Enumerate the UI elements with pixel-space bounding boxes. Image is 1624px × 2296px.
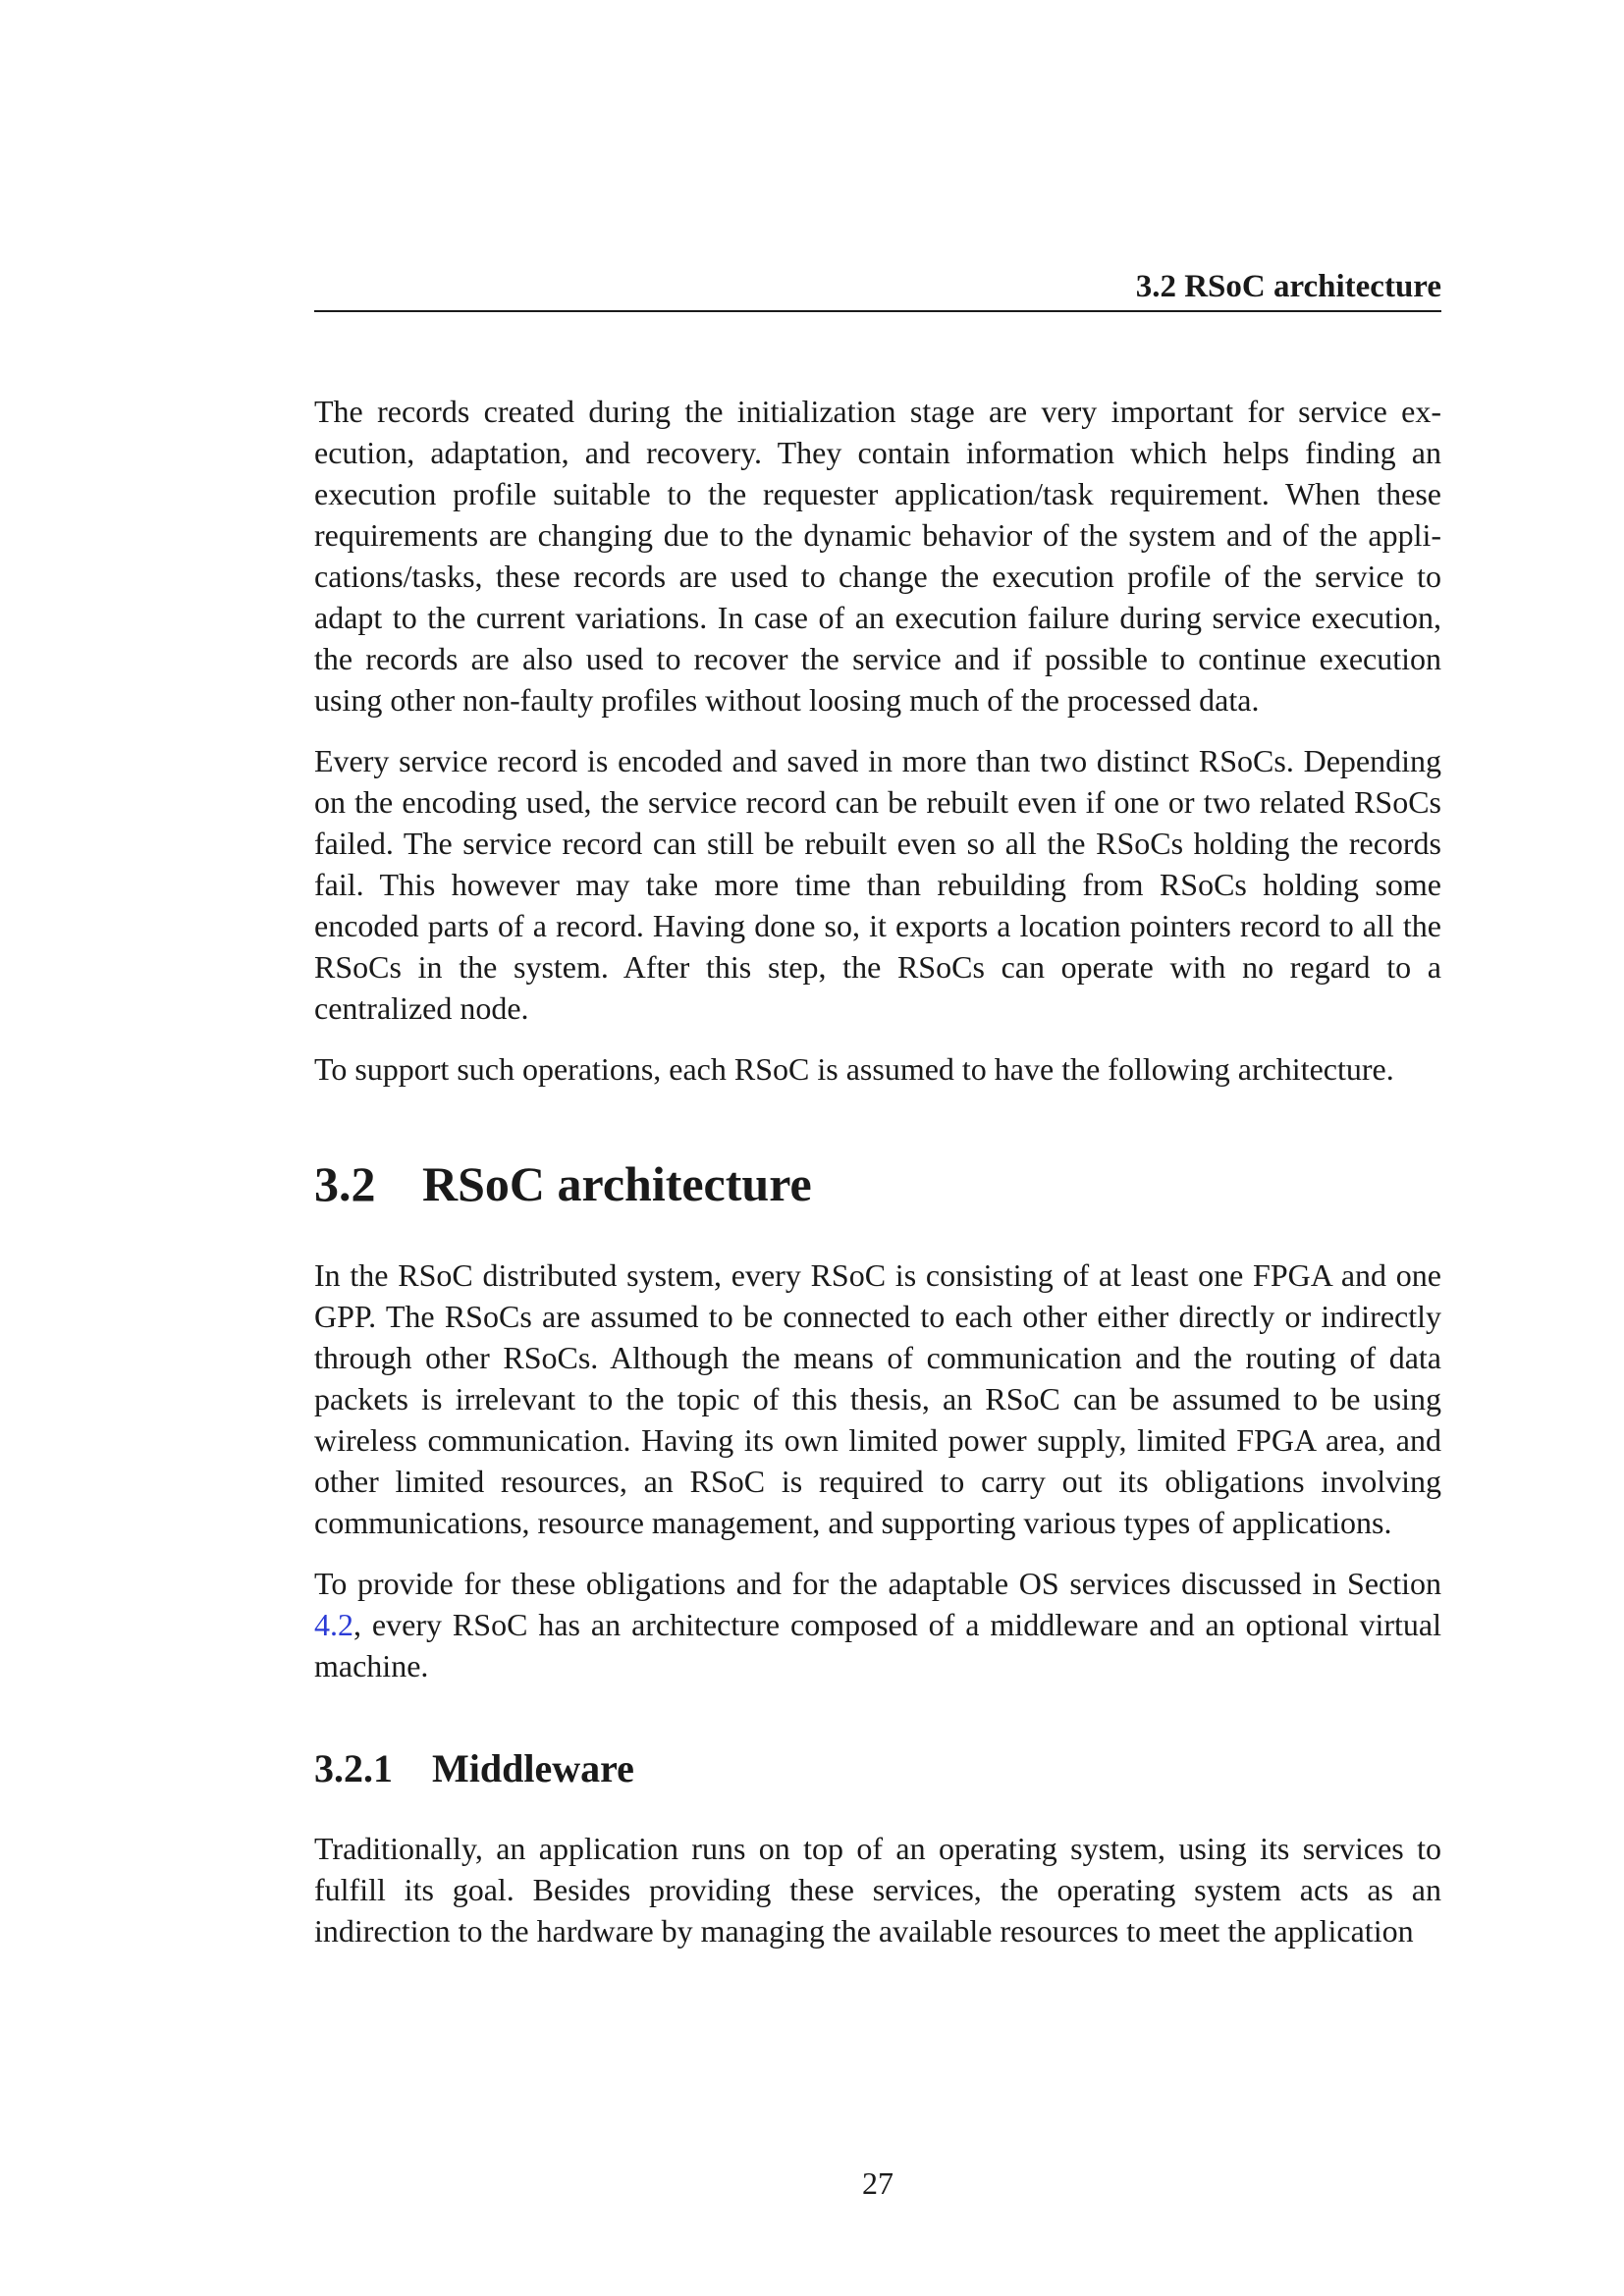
subsection-heading	[314, 1745, 1441, 1792]
document-page	[314, 0, 1441, 2296]
section-heading	[314, 1154, 1441, 1213]
paragraph-middleware-intro: Traditionally, an application runs on top of an operating system, using its services to fulfill its goal. Besides providing these services, the operating system acts as an indirection to the hardware by managing the available resources to meet the application	[314, 1831, 1441, 1949]
paragraph-text-end: , every RSoC has an architecture composed of a middleware and an optional virtual machine.	[314, 1607, 1441, 1683]
section-cross-reference-link[interactable]: 4.2	[314, 1607, 353, 1642]
running-header: 3.2 RSoC architecture	[1135, 269, 1441, 304]
paragraph-support-operations: To support such operations, each RSoC is assumed to have the following architecture.	[314, 1051, 1394, 1087]
paragraph-rsoc-obligations	[314, 1563, 1441, 1686]
section-title: RSoC architecture	[422, 1156, 812, 1211]
section-number: 3.2	[314, 1156, 376, 1211]
body-text	[314, 391, 1441, 1971]
paragraph-text-start: To provide for these obligations and for the adaptable OS services discussed in Section	[314, 1566, 1441, 1601]
paragraph-record-encoding: Every service record is encoded and saved in more than two distinct RSoCs. Depending on the encoding used, the service record can be rebuilt even if one or two related RSoCs failed. The service record can still be rebuilt even so all the RSoCs holding the records fail. This however may take more time than rebuilding from RSoCs holding some encoded parts of a record. Having done so, it exports a location pointers record to all the RSoCs in the system. After this step, the RSoCs can operate with no regard to a centralized node.	[314, 743, 1441, 1026]
subsection-number: 3.2.1	[314, 1746, 393, 1790]
paragraph-rsoc-distributed-system: In the RSoC distributed system, every RSoC is consisting of at least one FPGA and one GPP. The RSoCs are assumed to be connected to each other either directly or indirectly through other RSoCs. Although the means of communication and the routing of data packets is irrelevant to the topic of this thesis, an RSoC can be assumed to be using wireless communication. Having its own limited power supply, limited FPGA area, and other limited resources, an RSoC is required to carry out its obligations involving communications, resource management, and supporting various types of applications.	[314, 1257, 1441, 1540]
header-rule	[314, 310, 1441, 312]
paragraph-records-importance: The records created during the initialization stage are very important for service execution, adaptation, and recovery. They contain information which helps finding an execution profile suitable to the requester application/task requirement. When these requirements are changing due to the dynamic behavior of the system and of the applications/tasks, these records are used to change the execution profile of the service to adapt to the current variations. In case of an execution failure during service execution, the records are also used to recover the service and if possible to continue execution using other non-faulty profiles without loosing much of the processed data.	[314, 394, 1441, 718]
page-number: 27	[862, 2165, 893, 2201]
subsection-title: Middleware	[432, 1746, 634, 1790]
